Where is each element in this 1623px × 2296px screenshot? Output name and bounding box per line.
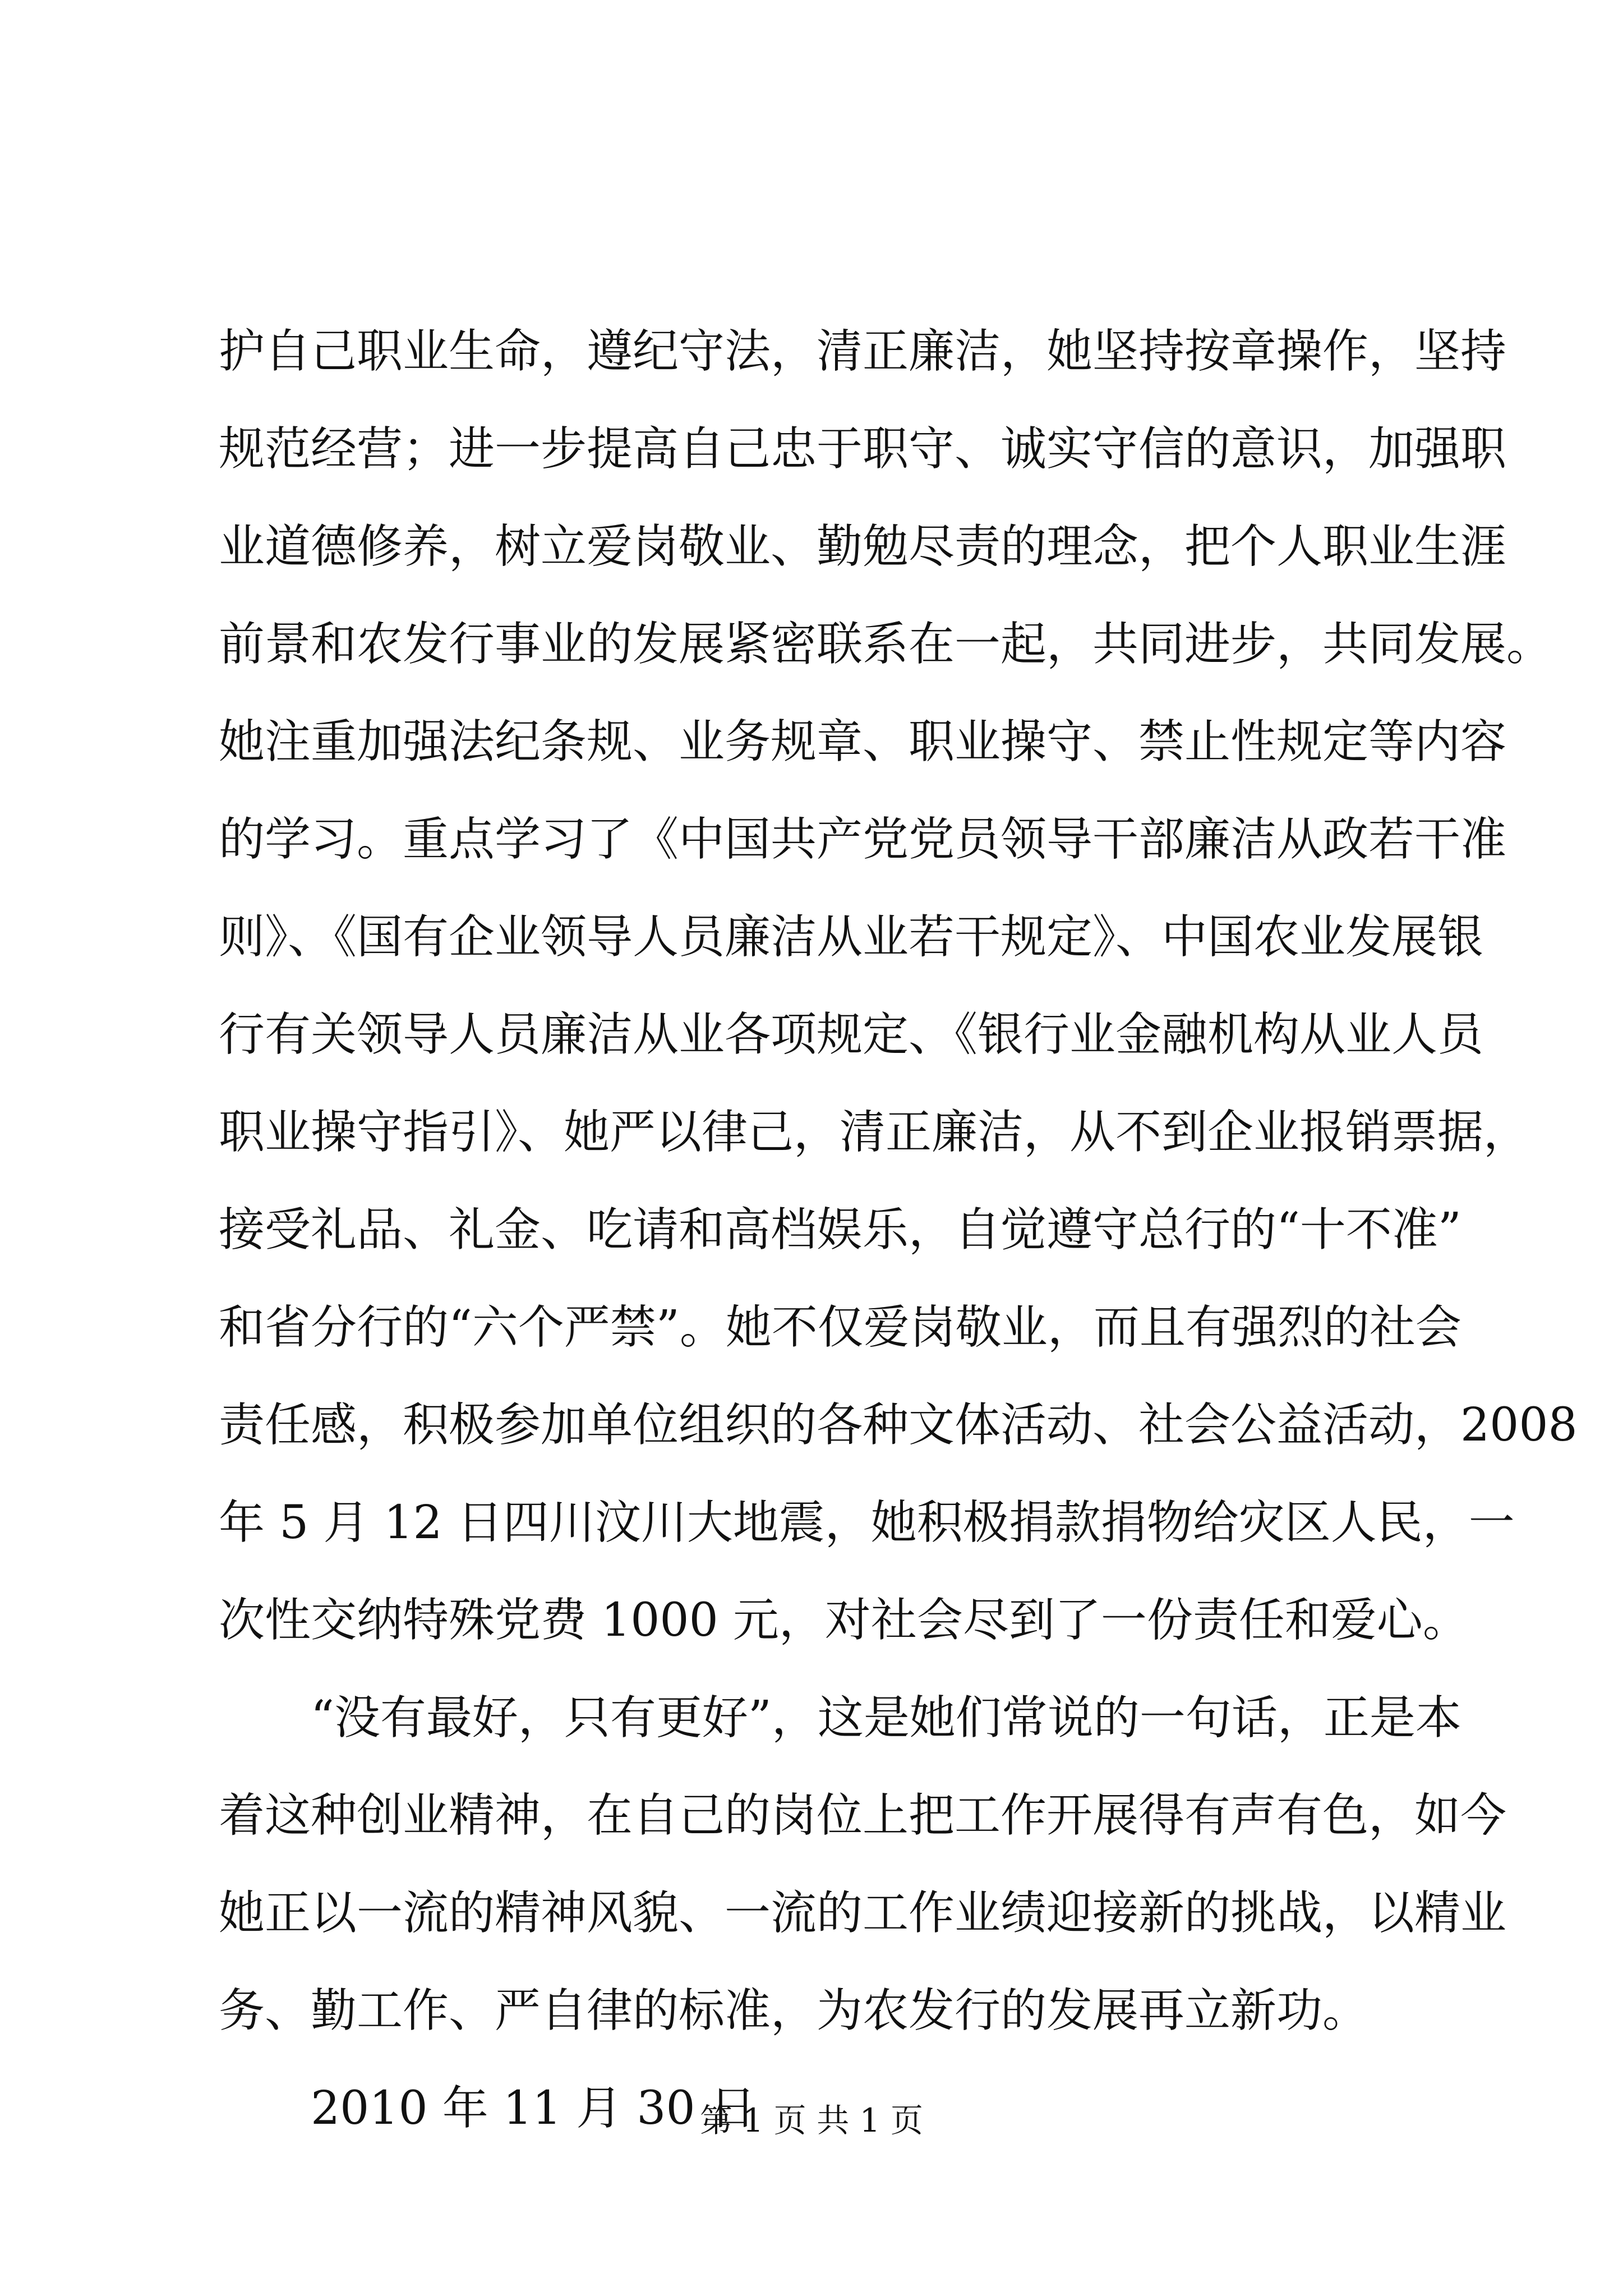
text-line: “没有最好，只有更好”，这是她们常说的一句话，正是本	[311, 1691, 1461, 1745]
text-line: 业道德修养，树立爱岗敬业、勤勉尽责的理念，把个人职业生涯	[219, 520, 1507, 573]
text-line: 接受礼品、礼金、吃请和高档娱乐，自觉遵守总行的“十不准”	[219, 1203, 1461, 1257]
text-line: 和省分行的“六个严禁”。她不仅爱岗敬业，而且有强烈的社会	[219, 1301, 1461, 1354]
text-line: 护自己职业生命，遵纪守法，清正廉洁，她坚持按章操作，坚持	[219, 325, 1507, 378]
text-line: 务、勤工作、严自律的标准，为农发行的发展再立新功。	[219, 1984, 1369, 2037]
page-footer	[0, 2098, 1623, 2143]
text-line: 责任感，积极参加单位组织的各种文体活动、社会公益活动，2008	[219, 1398, 1578, 1452]
text-line: 则》、《国有企业领导人员廉洁从业若干规定》、中国农业发展银	[219, 910, 1484, 964]
text-line: 次性交纳特殊党费 1000 元，对社会尽到了一份责任和爱心。	[219, 1594, 1469, 1647]
text-line: 着这种创业精神，在自己的岗位上把工作开展得有声有色，如今	[219, 1789, 1507, 1842]
document-body	[219, 303, 1578, 2157]
text-line: 的学习。重点学习了《中国共产党党员领导干部廉洁从政若干准	[219, 813, 1507, 866]
document-date: 2010 年 11 月 30 日	[311, 2082, 756, 2135]
text-line: 规范经营；进一步提高自己忠于职守、诚实守信的意识，加强职	[219, 422, 1507, 476]
text-line: 她注重加强法纪条规、业务规章、职业操守、禁止性规定等内容	[219, 715, 1507, 769]
paragraph-1	[219, 303, 1578, 1669]
text-line: 她正以一流的精神风貌、一流的工作业绩迎接新的挑战，以精业	[219, 1887, 1507, 1940]
paragraph-2	[219, 1669, 1507, 2060]
text-line: 年 5 月 12 日四川汶川大地震，她积极捐款捐物给灾区人民，一	[219, 1496, 1515, 1549]
text-line: 前景和农发行事业的发展紧密联系在一起，共同进步，共同发展。	[219, 618, 1553, 671]
text-line: 行有关领导人员廉洁从业各项规定、《银行业金融机构从业人员	[219, 1008, 1484, 1061]
page-number-label: 第 1 页 共 1 页	[700, 2101, 923, 2139]
text-line: 职业操守指引》、她严以律己，清正廉洁，从不到企业报销票据，	[219, 1106, 1530, 1159]
